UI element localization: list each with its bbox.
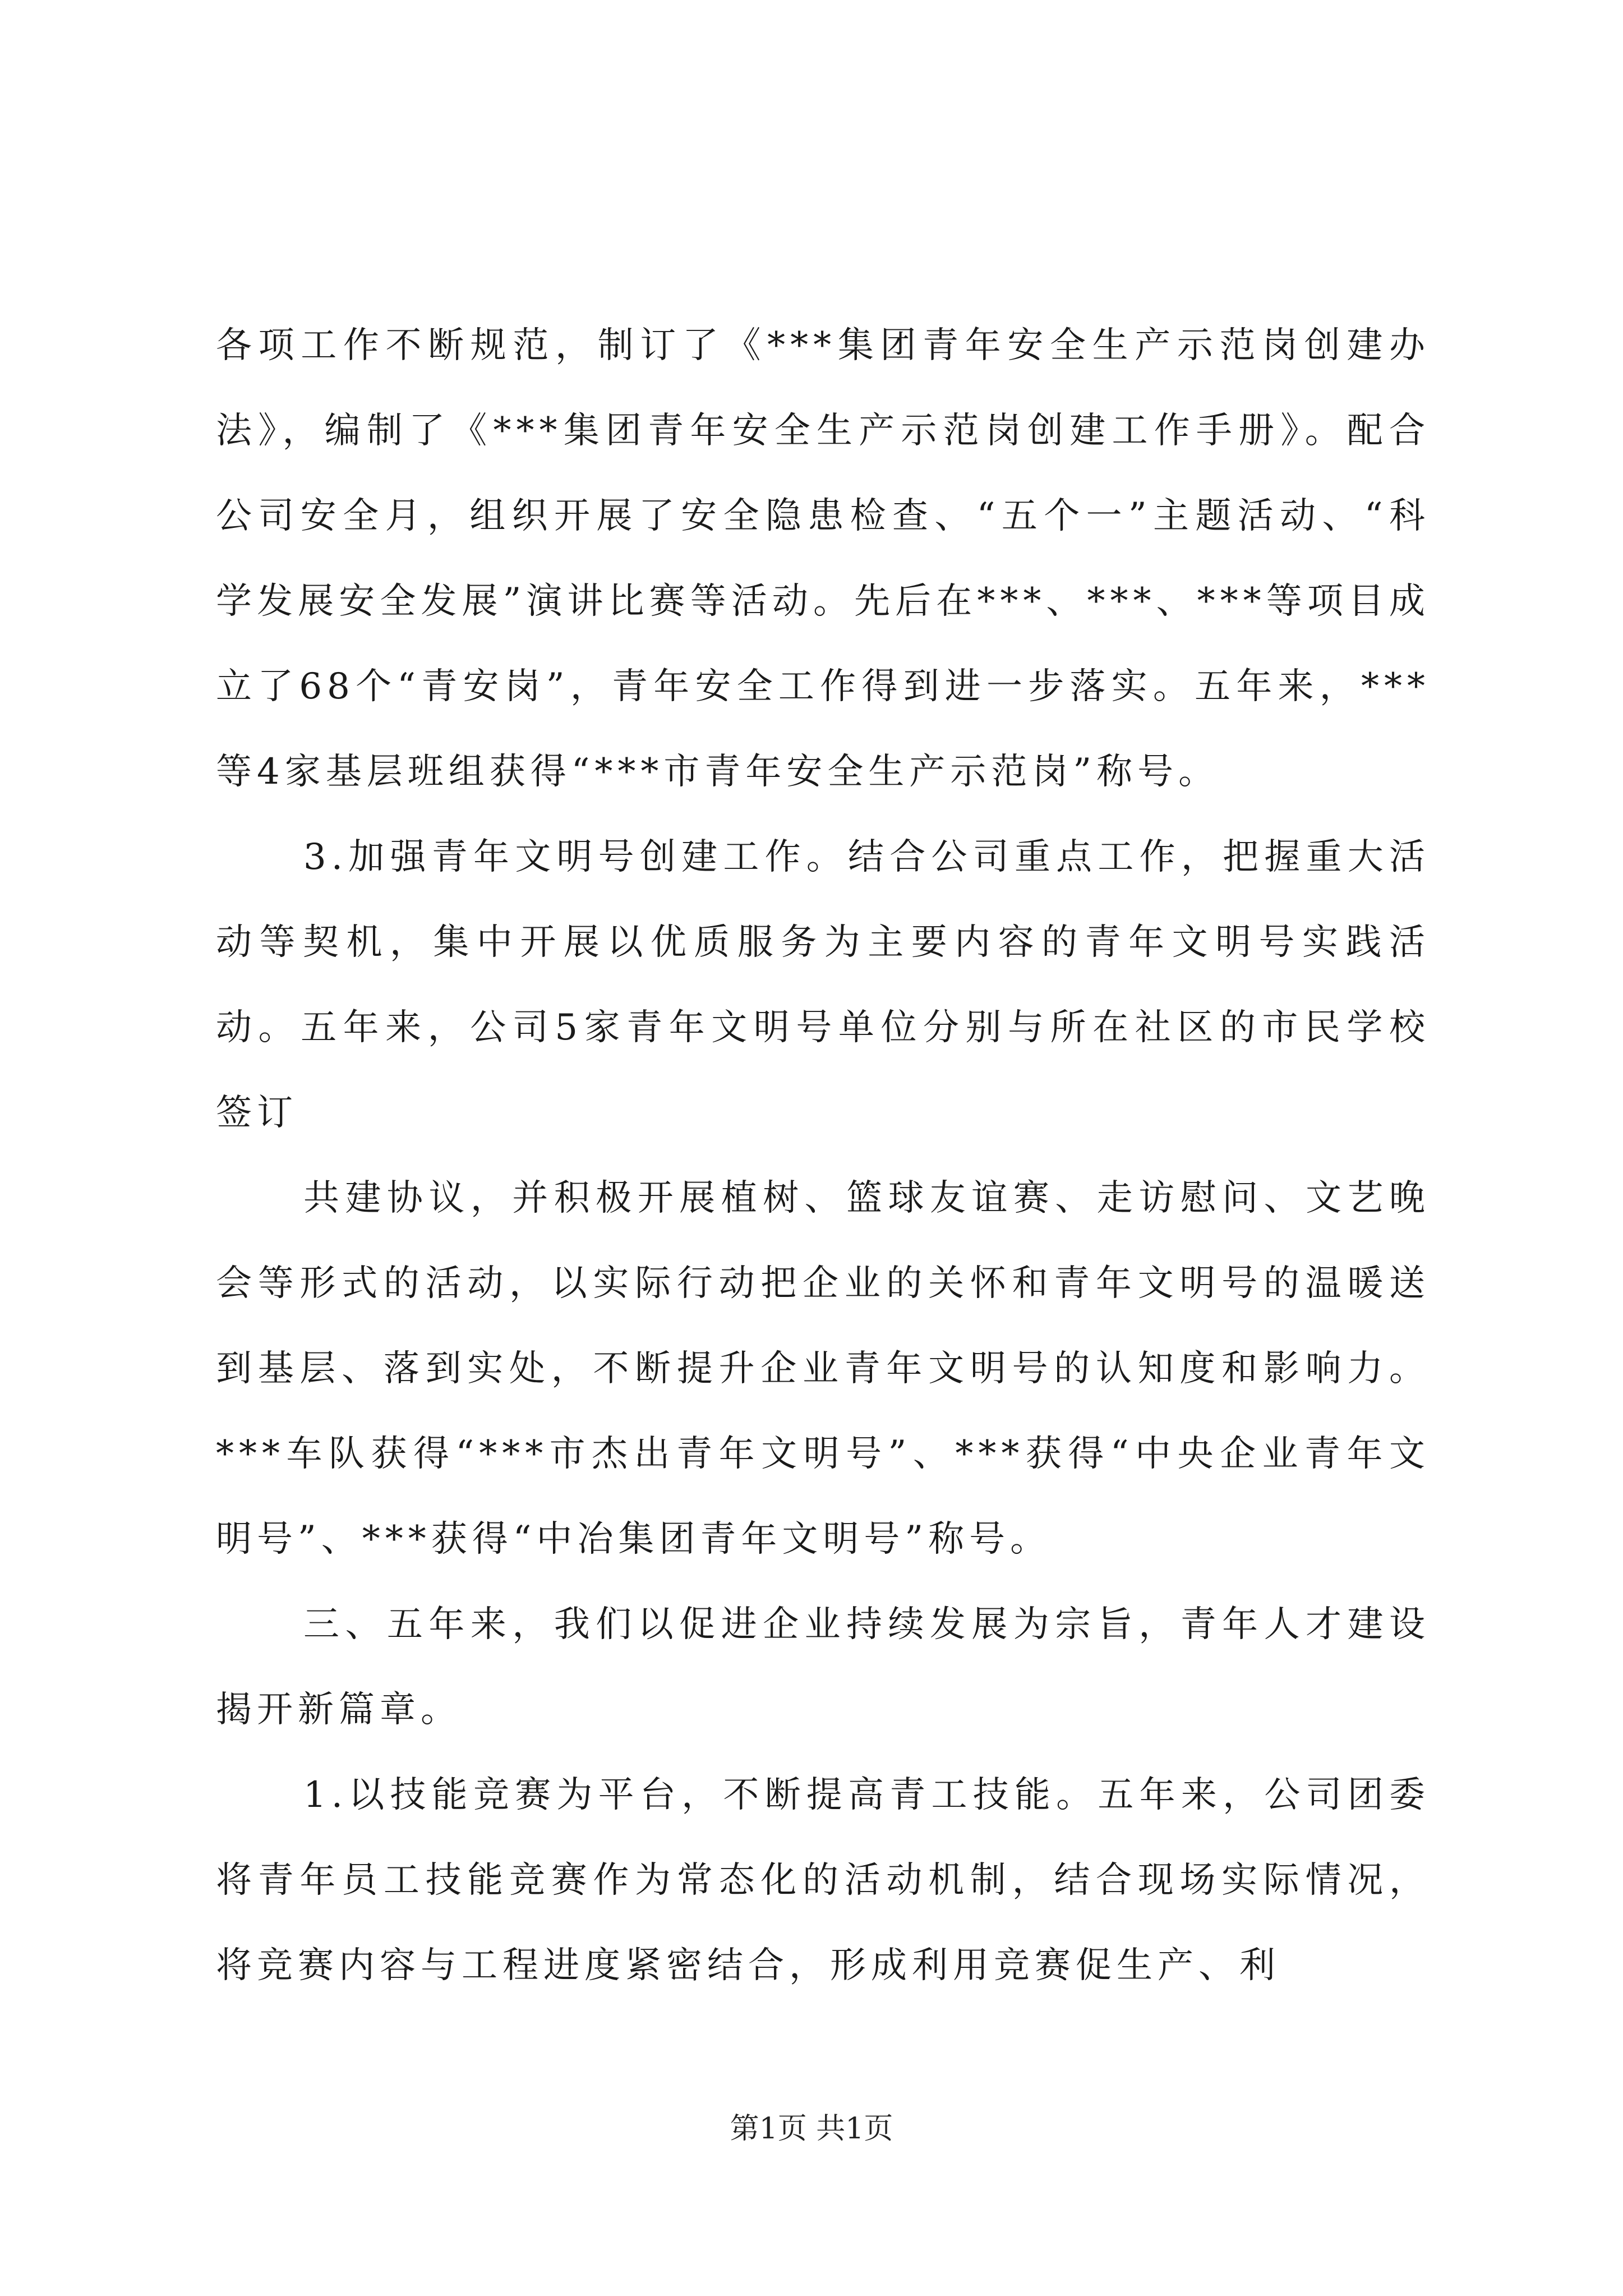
paragraph-safety-demo-posts: 各项工作不断规范，制订了《***集团青年安全生产示范岗创建办法》，编制了《***集团青年安全生产示范岗创建工作手册》。配合公司安全月，组织开展了安全隐患检查、“五个一”主题活动、“科学发展安全发展”演讲比赛等活动。先后在***、***、***等项目成立了68个“青安岗”，青年安全工作得到进一步落实。五年来，***等4家基层班组获得“***市青年安全生产示范岗”称号。: [216, 325, 1430, 793]
paragraph-skills-competition: 1.以技能竞赛为平台，不断提高青工技能。五年来，公司团委将青年员工技能竞赛作为常态化的活动机制，结合现场实际情况，将竞赛内容与工程进度紧密结合，形成利用竞赛促生产、利: [216, 1774, 1430, 1986]
paragraph-co-construction-agreement: 共建协议，并积极开展植树、篮球友谊赛、走访慰问、文艺晚会等形式的活动，以实际行动把企业的关怀和青年文明号的温暖送到基层、落到实处，不断提升企业青年文明号的认知度和影响力。***车队获得“***市杰出青年文明号”、***获得“中央企业青年文明号”、***获得“中冶集团青年文明号”称号。: [216, 1177, 1430, 1560]
paragraph-youth-civilization-creation: 3.加强青年文明号创建工作。结合公司重点工作，把握重大活动等契机，集中开展以优质服务为主要内容的青年文明号实践活动。五年来，公司5家青年文明号单位分别与所在社区的市民学校签订: [216, 836, 1430, 1134]
document-body: [216, 303, 1430, 2008]
page-number-footer: 第1页 共1页: [730, 2112, 893, 2146]
section-heading-talent-building: 三、五年来，我们以促进企业持续发展为宗旨，青年人才建设揭开新篇章。: [216, 1604, 1430, 1731]
